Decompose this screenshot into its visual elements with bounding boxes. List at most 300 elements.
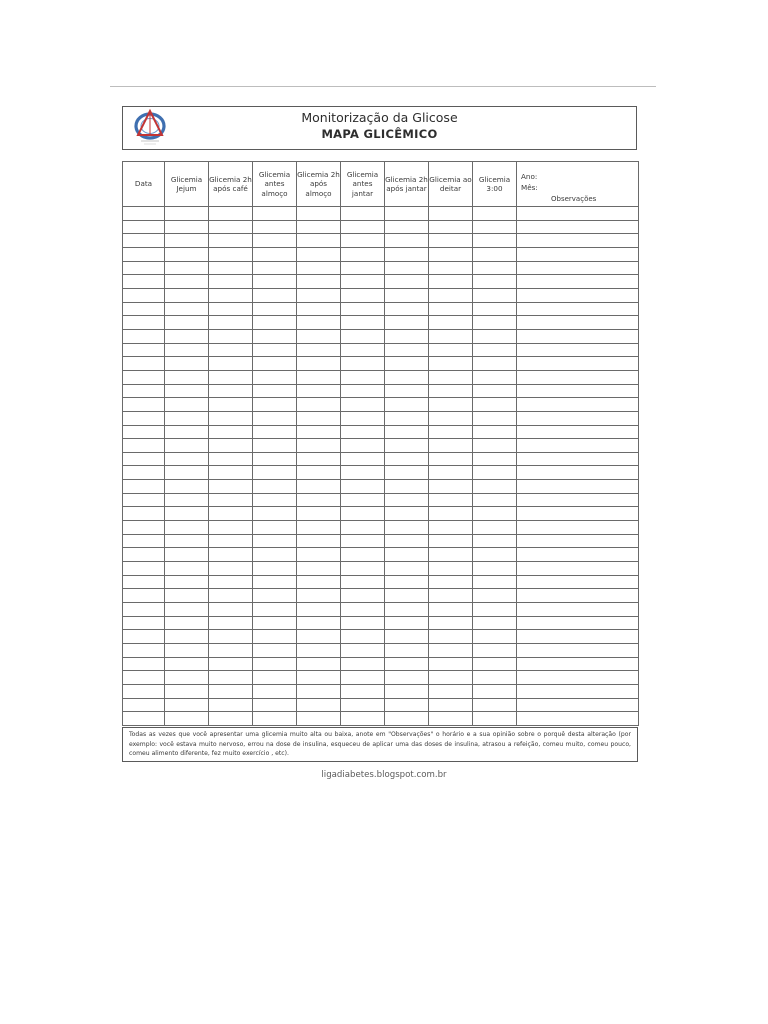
document-subtitle: MAPA GLICÊMICO bbox=[321, 127, 438, 141]
table-cell bbox=[473, 452, 517, 466]
top-divider bbox=[110, 86, 656, 87]
table-cell bbox=[341, 480, 385, 494]
table-cell bbox=[385, 220, 429, 234]
table-cell bbox=[297, 712, 341, 726]
table-cell bbox=[165, 698, 209, 712]
table-cell bbox=[517, 370, 639, 384]
table-body bbox=[123, 207, 639, 726]
table-cell bbox=[341, 398, 385, 412]
table-cell bbox=[341, 684, 385, 698]
table-cell bbox=[517, 384, 639, 398]
col-header-antes-almoco: Glicemia antes almoço bbox=[253, 162, 297, 207]
table-row bbox=[123, 507, 639, 521]
table-cell bbox=[165, 480, 209, 494]
table-cell bbox=[297, 343, 341, 357]
table-cell bbox=[123, 370, 165, 384]
table-cell bbox=[165, 603, 209, 617]
table-cell bbox=[341, 329, 385, 343]
table-cell bbox=[341, 712, 385, 726]
table-cell bbox=[165, 684, 209, 698]
table-cell bbox=[253, 480, 297, 494]
table-row bbox=[123, 671, 639, 685]
table-cell bbox=[473, 343, 517, 357]
table-cell bbox=[385, 384, 429, 398]
table-cell bbox=[165, 234, 209, 248]
table-cell bbox=[123, 493, 165, 507]
table-cell bbox=[341, 562, 385, 576]
table-cell bbox=[253, 261, 297, 275]
table-cell bbox=[297, 357, 341, 371]
table-cell bbox=[385, 616, 429, 630]
table-cell bbox=[429, 411, 473, 425]
table-cell bbox=[473, 698, 517, 712]
table-cell bbox=[165, 316, 209, 330]
table-cell bbox=[473, 684, 517, 698]
table-cell bbox=[429, 316, 473, 330]
table-cell bbox=[517, 411, 639, 425]
observacoes-label: Observações bbox=[551, 195, 597, 203]
table-cell bbox=[429, 357, 473, 371]
table-cell bbox=[209, 411, 253, 425]
table-cell bbox=[253, 411, 297, 425]
table-cell bbox=[165, 220, 209, 234]
table-cell bbox=[253, 616, 297, 630]
table-cell bbox=[165, 398, 209, 412]
table-cell bbox=[517, 466, 639, 480]
table-row bbox=[123, 275, 639, 289]
table-cell bbox=[209, 671, 253, 685]
table-cell bbox=[253, 384, 297, 398]
table-row bbox=[123, 630, 639, 644]
table-cell bbox=[209, 234, 253, 248]
document-header bbox=[122, 106, 637, 150]
table-row bbox=[123, 316, 639, 330]
table-cell bbox=[209, 398, 253, 412]
table-cell bbox=[209, 220, 253, 234]
table-cell bbox=[473, 589, 517, 603]
table-cell bbox=[165, 302, 209, 316]
table-cell bbox=[429, 534, 473, 548]
table-cell bbox=[297, 630, 341, 644]
table-cell bbox=[297, 466, 341, 480]
table-cell bbox=[385, 452, 429, 466]
table-cell bbox=[209, 698, 253, 712]
table-cell bbox=[517, 493, 639, 507]
table-cell bbox=[165, 370, 209, 384]
table-cell bbox=[253, 521, 297, 535]
table-cell bbox=[165, 548, 209, 562]
table-cell bbox=[473, 357, 517, 371]
table-row bbox=[123, 493, 639, 507]
table-cell bbox=[517, 630, 639, 644]
table-cell bbox=[385, 370, 429, 384]
table-cell bbox=[385, 261, 429, 275]
table-cell bbox=[165, 575, 209, 589]
table-cell bbox=[517, 247, 639, 261]
table-cell bbox=[297, 480, 341, 494]
table-row bbox=[123, 384, 639, 398]
table-cell bbox=[209, 603, 253, 617]
col-header-data: Data bbox=[123, 162, 165, 207]
table-cell bbox=[385, 589, 429, 603]
table-cell bbox=[123, 644, 165, 658]
table-cell bbox=[123, 234, 165, 248]
table-cell bbox=[473, 234, 517, 248]
table-cell bbox=[253, 712, 297, 726]
table-cell bbox=[385, 234, 429, 248]
table-row bbox=[123, 398, 639, 412]
table-cell bbox=[473, 288, 517, 302]
table-cell bbox=[253, 207, 297, 221]
table-cell bbox=[517, 261, 639, 275]
table-cell bbox=[209, 644, 253, 658]
table-cell bbox=[429, 384, 473, 398]
table-cell bbox=[473, 616, 517, 630]
table-cell bbox=[385, 562, 429, 576]
table-cell bbox=[123, 534, 165, 548]
table-cell bbox=[165, 425, 209, 439]
table-cell bbox=[297, 275, 341, 289]
table-cell bbox=[209, 288, 253, 302]
table-cell bbox=[297, 657, 341, 671]
table-cell bbox=[209, 316, 253, 330]
table-cell bbox=[209, 452, 253, 466]
table-cell bbox=[517, 507, 639, 521]
table-cell bbox=[253, 247, 297, 261]
table-cell bbox=[297, 603, 341, 617]
table-cell bbox=[517, 398, 639, 412]
table-cell bbox=[297, 234, 341, 248]
table-cell bbox=[473, 316, 517, 330]
table-cell bbox=[165, 616, 209, 630]
table-cell bbox=[341, 275, 385, 289]
table-cell bbox=[473, 466, 517, 480]
table-row bbox=[123, 425, 639, 439]
table-row bbox=[123, 534, 639, 548]
month-label: Mês: bbox=[521, 183, 538, 192]
table-cell bbox=[209, 562, 253, 576]
table-cell bbox=[385, 398, 429, 412]
table-cell bbox=[253, 466, 297, 480]
table-cell bbox=[165, 493, 209, 507]
table-cell bbox=[209, 480, 253, 494]
year-label: Ano: bbox=[521, 172, 538, 181]
table-cell bbox=[429, 275, 473, 289]
table-cell bbox=[253, 329, 297, 343]
table-cell bbox=[517, 657, 639, 671]
table-cell bbox=[123, 261, 165, 275]
table-row bbox=[123, 589, 639, 603]
table-cell bbox=[473, 562, 517, 576]
table-cell bbox=[165, 521, 209, 535]
table-cell bbox=[385, 207, 429, 221]
table-cell bbox=[429, 302, 473, 316]
table-cell bbox=[209, 425, 253, 439]
table-cell bbox=[165, 343, 209, 357]
table-row bbox=[123, 712, 639, 726]
table-cell bbox=[341, 370, 385, 384]
table-cell bbox=[341, 507, 385, 521]
table-row bbox=[123, 302, 639, 316]
table-cell bbox=[473, 521, 517, 535]
table-row bbox=[123, 329, 639, 343]
table-cell bbox=[517, 684, 639, 698]
table-row bbox=[123, 698, 639, 712]
table-cell bbox=[341, 316, 385, 330]
table-cell bbox=[209, 329, 253, 343]
table-cell bbox=[473, 507, 517, 521]
table-cell bbox=[341, 466, 385, 480]
table-cell bbox=[297, 247, 341, 261]
table-cell bbox=[123, 425, 165, 439]
table-cell bbox=[341, 452, 385, 466]
table-cell bbox=[297, 288, 341, 302]
table-cell bbox=[429, 439, 473, 453]
table-cell bbox=[123, 698, 165, 712]
table-cell bbox=[165, 630, 209, 644]
table-cell bbox=[209, 357, 253, 371]
table-cell bbox=[123, 507, 165, 521]
table-cell bbox=[341, 425, 385, 439]
table-cell bbox=[341, 644, 385, 658]
table-cell bbox=[473, 261, 517, 275]
table-cell bbox=[253, 425, 297, 439]
table-cell bbox=[429, 261, 473, 275]
table-cell bbox=[297, 316, 341, 330]
table-cell bbox=[123, 562, 165, 576]
table-cell bbox=[341, 534, 385, 548]
table-cell bbox=[473, 480, 517, 494]
table-cell bbox=[253, 343, 297, 357]
table-cell bbox=[253, 220, 297, 234]
table-row bbox=[123, 548, 639, 562]
table-cell bbox=[209, 534, 253, 548]
table-cell bbox=[341, 589, 385, 603]
table-cell bbox=[253, 671, 297, 685]
table-cell bbox=[429, 493, 473, 507]
table-cell bbox=[473, 370, 517, 384]
table-cell bbox=[341, 698, 385, 712]
table-cell bbox=[253, 644, 297, 658]
table-cell bbox=[341, 657, 385, 671]
table-row bbox=[123, 261, 639, 275]
table-cell bbox=[429, 644, 473, 658]
table-cell bbox=[209, 302, 253, 316]
table-cell bbox=[385, 630, 429, 644]
table-cell bbox=[209, 466, 253, 480]
table-cell bbox=[385, 425, 429, 439]
table-row bbox=[123, 603, 639, 617]
table-cell bbox=[341, 521, 385, 535]
table-cell bbox=[429, 684, 473, 698]
table-cell bbox=[429, 562, 473, 576]
table-cell bbox=[385, 671, 429, 685]
table-cell bbox=[341, 357, 385, 371]
col-header-2h-apos-almoco: Glicemia 2h após almoço bbox=[297, 162, 341, 207]
table-cell bbox=[341, 384, 385, 398]
table-cell bbox=[123, 207, 165, 221]
table-cell bbox=[209, 247, 253, 261]
table-cell bbox=[253, 288, 297, 302]
table-cell bbox=[429, 452, 473, 466]
table-cell bbox=[385, 329, 429, 343]
table-cell bbox=[297, 684, 341, 698]
table-cell bbox=[385, 493, 429, 507]
table-cell bbox=[297, 616, 341, 630]
table-cell bbox=[123, 589, 165, 603]
table-cell bbox=[253, 302, 297, 316]
table-cell bbox=[517, 521, 639, 535]
table-cell bbox=[123, 548, 165, 562]
table-row bbox=[123, 684, 639, 698]
table-cell bbox=[123, 575, 165, 589]
table-cell bbox=[341, 343, 385, 357]
table-cell bbox=[297, 589, 341, 603]
table-cell bbox=[429, 370, 473, 384]
table-cell bbox=[253, 234, 297, 248]
table-cell bbox=[473, 207, 517, 221]
table-cell bbox=[297, 493, 341, 507]
table-row bbox=[123, 411, 639, 425]
col-header-ao-deitar: Glicemia ao deitar bbox=[429, 162, 473, 207]
table-cell bbox=[517, 234, 639, 248]
table-cell bbox=[123, 439, 165, 453]
table-cell bbox=[165, 247, 209, 261]
glucose-log-table bbox=[122, 161, 639, 726]
table-cell bbox=[297, 220, 341, 234]
table-cell bbox=[165, 534, 209, 548]
table-cell bbox=[473, 384, 517, 398]
table-cell bbox=[517, 343, 639, 357]
table-cell bbox=[297, 534, 341, 548]
table-cell bbox=[341, 575, 385, 589]
table-cell bbox=[209, 712, 253, 726]
table-cell bbox=[123, 398, 165, 412]
table-cell bbox=[385, 548, 429, 562]
table-cell bbox=[385, 521, 429, 535]
table-cell bbox=[473, 275, 517, 289]
table-cell bbox=[517, 575, 639, 589]
table-cell bbox=[165, 644, 209, 658]
table-cell bbox=[385, 480, 429, 494]
table-cell bbox=[473, 220, 517, 234]
table-cell bbox=[385, 357, 429, 371]
table-cell bbox=[429, 425, 473, 439]
table-cell bbox=[341, 207, 385, 221]
table-cell bbox=[123, 712, 165, 726]
table-cell bbox=[123, 521, 165, 535]
table-cell bbox=[123, 657, 165, 671]
table-cell bbox=[209, 439, 253, 453]
table-cell bbox=[517, 562, 639, 576]
table-cell bbox=[297, 671, 341, 685]
table-cell bbox=[473, 439, 517, 453]
table-cell bbox=[297, 384, 341, 398]
table-cell bbox=[473, 247, 517, 261]
table-cell bbox=[297, 507, 341, 521]
table-cell bbox=[253, 493, 297, 507]
table-cell bbox=[165, 411, 209, 425]
table-cell bbox=[341, 234, 385, 248]
table-cell bbox=[165, 671, 209, 685]
table-cell bbox=[165, 712, 209, 726]
table-cell bbox=[341, 630, 385, 644]
table-cell bbox=[123, 247, 165, 261]
table-cell bbox=[297, 521, 341, 535]
table-cell bbox=[385, 644, 429, 658]
table-cell bbox=[341, 302, 385, 316]
table-cell bbox=[341, 671, 385, 685]
table-cell bbox=[253, 452, 297, 466]
table-cell bbox=[123, 480, 165, 494]
table-cell bbox=[385, 507, 429, 521]
table-cell bbox=[209, 589, 253, 603]
table-cell bbox=[473, 603, 517, 617]
table-cell bbox=[297, 398, 341, 412]
table-cell bbox=[297, 439, 341, 453]
table-row bbox=[123, 466, 639, 480]
table-cell bbox=[253, 698, 297, 712]
table-cell bbox=[209, 684, 253, 698]
table-row bbox=[123, 288, 639, 302]
table-cell bbox=[209, 207, 253, 221]
table-cell bbox=[165, 657, 209, 671]
table-cell bbox=[123, 466, 165, 480]
table-cell bbox=[123, 384, 165, 398]
table-cell bbox=[429, 698, 473, 712]
table-cell bbox=[473, 671, 517, 685]
table-row bbox=[123, 562, 639, 576]
table-cell bbox=[517, 357, 639, 371]
table-cell bbox=[123, 275, 165, 289]
table-cell bbox=[385, 275, 429, 289]
table-row bbox=[123, 220, 639, 234]
col-header-2h-apos-cafe: Glicemia 2h após café bbox=[209, 162, 253, 207]
table-cell bbox=[297, 329, 341, 343]
table-cell bbox=[385, 302, 429, 316]
table-cell bbox=[165, 466, 209, 480]
table-row bbox=[123, 657, 639, 671]
table-cell bbox=[517, 534, 639, 548]
table-cell bbox=[123, 603, 165, 617]
table-cell bbox=[385, 316, 429, 330]
table-cell bbox=[165, 452, 209, 466]
table-cell bbox=[297, 575, 341, 589]
table-cell bbox=[473, 302, 517, 316]
table-cell bbox=[253, 439, 297, 453]
table-cell bbox=[165, 207, 209, 221]
table-cell bbox=[297, 302, 341, 316]
table-cell bbox=[253, 507, 297, 521]
table-cell bbox=[123, 288, 165, 302]
table-cell bbox=[123, 684, 165, 698]
col-header-3h: Glicemia 3:00 bbox=[473, 162, 517, 207]
table-cell bbox=[341, 493, 385, 507]
table-cell bbox=[165, 439, 209, 453]
table-cell bbox=[253, 275, 297, 289]
instructions-text: Todas as vezes que você apresentar uma glicemia muito alta ou baixa, anote em "Observações" o horário e a sua opinião sobre o porquê desta alteração (por exemplo: você estava muito nervoso, errou na dose de insulina, esqueceu de aplicar uma das doses de insulina, atrasou a refeição, comeu muito, comeu pouco, comeu alimento diferente, fez muito exercício , etc). bbox=[129, 731, 631, 758]
table-cell bbox=[517, 671, 639, 685]
table-cell bbox=[429, 234, 473, 248]
table-cell bbox=[209, 657, 253, 671]
table-cell bbox=[385, 575, 429, 589]
table-cell bbox=[473, 425, 517, 439]
table-cell bbox=[429, 575, 473, 589]
table-header-row bbox=[123, 162, 639, 207]
table-cell bbox=[429, 712, 473, 726]
table-cell bbox=[473, 493, 517, 507]
document-title: Monitorização da Glicose bbox=[301, 110, 458, 125]
